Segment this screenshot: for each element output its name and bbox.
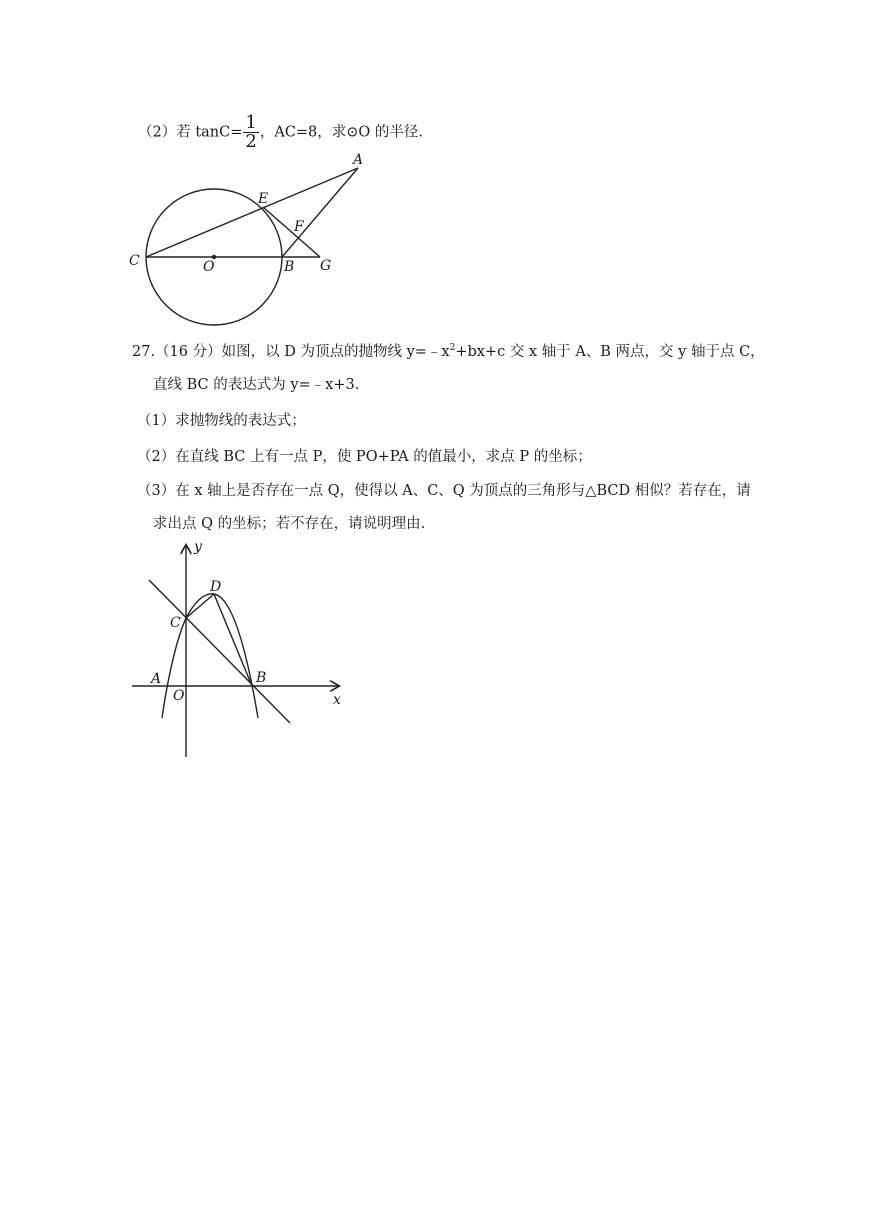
- line-bc: [149, 580, 290, 723]
- q27-part3-line1: （3）在 x 轴上是否存在一点 Q，使得以 A、C、Q 为顶点的三角形与△BCD 相似？若存在，请: [137, 483, 751, 499]
- label-f: F: [294, 219, 304, 235]
- label-b: B: [256, 670, 267, 686]
- label-e: E: [258, 191, 269, 207]
- label-a: A: [151, 671, 162, 687]
- q26-part2-prefix: （2）若 tanC=: [138, 124, 243, 141]
- figure-circle-geometry: [120, 148, 380, 333]
- label-a: A: [353, 152, 364, 168]
- fraction-numerator: 1: [245, 112, 257, 133]
- fraction-one-half: [243, 114, 258, 151]
- label-y: y: [194, 539, 202, 555]
- label-b: B: [284, 259, 295, 275]
- q27-line1: [132, 338, 765, 362]
- label-o: O: [173, 688, 185, 704]
- label-x: x: [333, 692, 341, 708]
- label-c: C: [170, 615, 181, 631]
- figure-parabola: [125, 535, 355, 765]
- segment-ab: [282, 168, 358, 257]
- q27-line1-a: 27.（16 分）如图，以 D 为顶点的抛物线 y=﹣x: [132, 343, 450, 360]
- segment-eg: [263, 207, 320, 257]
- label-o: O: [203, 259, 215, 275]
- q27-line1-b: +bx+c 交 x 轴于 A、B 两点，交 y 轴于点 C，: [455, 343, 765, 360]
- fraction-denominator: 2: [245, 131, 257, 152]
- q27-part3-line2: 求出点 Q 的坐标；若不存在，请说明理由.: [153, 516, 426, 532]
- q27-exponent: 2: [449, 343, 456, 353]
- label-c: C: [129, 253, 140, 269]
- q27-part1: （1）求抛物线的表达式；: [137, 413, 306, 429]
- segment-db: [214, 594, 252, 686]
- segment-ca: [146, 168, 358, 257]
- label-g: G: [320, 258, 332, 274]
- q26-part2: [138, 114, 423, 151]
- segment-cd: [186, 594, 214, 618]
- q27-part2: （2）在直线 BC 上有一点 P，使 PO+PA 的值最小，求点 P 的坐标；: [137, 449, 592, 465]
- label-d: D: [210, 579, 222, 595]
- q26-part2-suffix: ，AC=8，求⊙O 的半径.: [259, 124, 424, 141]
- q27-line2: 直线 BC 的表达式为 y=﹣x+3.: [153, 377, 360, 393]
